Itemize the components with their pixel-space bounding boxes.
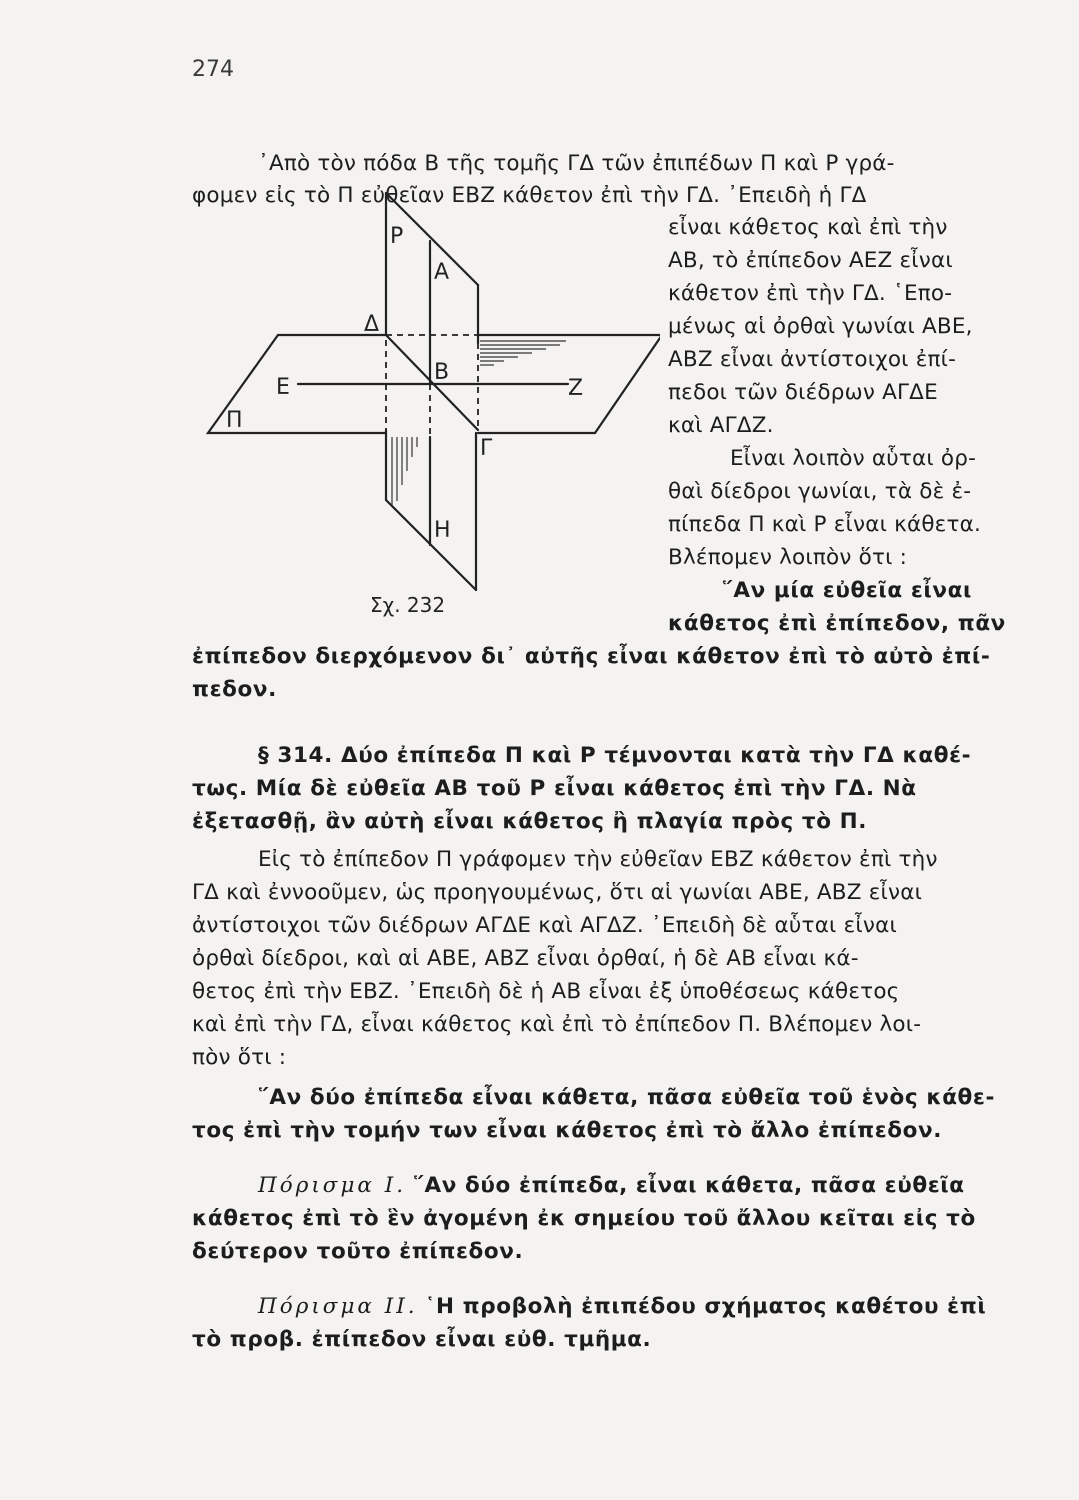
section-heading-line: § 314. Δύο ἐπίπεδα Π καὶ Ρ τέμνονται κατὰ τὴν ΓΔ καθέ-	[258, 743, 972, 768]
corollary-line: τὸ προβ. ἐπίπεδον εἶναι εὐθ. τμῆμα.	[192, 1327, 652, 1352]
theorem-line: ἐπίπεδον διερχόμενον δι᾿ αὐτῆς εἶναι κάθετον ἐπὶ τὸ αὐτὸ ἐπί-	[192, 644, 991, 669]
label-p: Ρ	[390, 224, 404, 249]
corollary-statement: ῾Η προβολὴ ἐπιπέδου σχήματος καθέτου ἐπὶ	[424, 1294, 987, 1319]
text-line: θαὶ δίεδροι γωνίαι, τὰ δὲ ἐ-	[668, 479, 972, 504]
corollary-statement: ῞Αν δύο ἐπίπεδα, εἶναι κάθετα, πᾶσα εὐθεῖα	[413, 1173, 965, 1198]
text-line: Εἶναι λοιπὸν αὗται ὀρ-	[730, 446, 977, 471]
theorem-line: κάθετος ἐπὶ ἐπίπεδον, πᾶν	[668, 611, 1006, 636]
theorem-line: πεδον.	[192, 677, 277, 702]
corollary-title: Πόρισμα Ι.	[258, 1173, 407, 1198]
text-line: καὶ ἐπὶ τὴν ΓΔ, εἶναι κάθετος καὶ ἐπὶ τὸ ἐπίπεδον Π. Βλέπομεν λοι-	[192, 1012, 922, 1037]
text-line: Εἰς τὸ ἐπίπεδον Π γράφομεν τὴν εὐθεῖαν ΕΒΖ κάθετον ἐπὶ τὴν	[258, 847, 938, 872]
text-line: πὸν ὅτι :	[192, 1045, 287, 1070]
text-line: Βλέπομεν λοιπὸν ὅτι :	[668, 545, 908, 570]
corollary-title: Πόρισμα ΙΙ.	[258, 1294, 418, 1319]
text-line: ΓΔ καὶ ἐννοοῦμεν, ὡς προηγουμένως, ὅτι αἱ γωνίαι ΑΒΕ, ΑΒΖ εἶναι	[192, 880, 923, 905]
section-heading-line: τως. Μία δὲ εὐθεῖα ΑΒ τοῦ Ρ εἶναι κάθετος ἐπὶ τὴν ΓΔ. Νὰ	[192, 776, 917, 801]
text-line: εἶναι κάθετος καὶ ἐπὶ τὴν	[668, 215, 948, 240]
text-line: πίπεδα Π καὶ Ρ εἶναι κάθετα.	[668, 512, 982, 537]
label-a: Α	[434, 260, 450, 285]
page-number: 274	[192, 57, 234, 82]
label-d: Δ	[364, 312, 380, 337]
theorem-line: ῞Αν δύο ἐπίπεδα εἶναι κάθετα, πᾶσα εὐθεῖα τοῦ ἑνὸς κάθε-	[258, 1085, 996, 1110]
text-line: θετος ἐπὶ τὴν ΕΒΖ. ᾿Επειδὴ δὲ ἡ ΑΒ εἶναι ἐξ ὑποθέσεως κάθετος	[192, 979, 900, 1004]
text-line: ΑΒ, τὸ ἐπίπεδον ΑΕΖ εἶναι	[668, 248, 953, 273]
text-line: ΑΒΖ εἶναι ἀντίστοιχοι ἐπί-	[668, 347, 957, 372]
label-z: Ζ	[568, 376, 584, 401]
corollary-line	[258, 1293, 986, 1321]
theorem-line: ῞Αν μία εὐθεῖα εἶναι	[722, 578, 972, 603]
corollary-line: δεύτερον τοῦτο ἐπίπεδον.	[192, 1239, 524, 1264]
label-h: Η	[434, 518, 451, 543]
label-e: Ε	[276, 375, 290, 400]
geometry-figure	[200, 185, 660, 625]
label-g: Γ	[480, 436, 493, 461]
label-pi: Π	[226, 408, 243, 433]
text-line: ἀντίστοιχοι τῶν διέδρων ΑΓΔΕ καὶ ΑΓΔΖ. ᾿Επειδὴ δὲ αὗται εἶναι	[192, 913, 897, 938]
label-b: Β	[434, 360, 450, 385]
text-line: καὶ ΑΓΔΖ.	[668, 413, 774, 438]
section-heading-line: ἐξετασθῇ, ἂν αὐτὴ εἶναι κάθετος ἢ πλαγία πρὸς τὸ Π.	[192, 809, 868, 834]
figure-caption: Σχ. 232	[370, 593, 446, 617]
corollary-line: κάθετος ἐπὶ τὸ ἓν ἀγομένη ἐκ σημείου τοῦ ἄλλου κεῖται εἰς τὸ	[192, 1206, 976, 1231]
text-line: φομεν εἰς τὸ Π εὐθεῖαν ΕΒΖ κάθετον ἐπὶ τὴν ΓΔ. ᾿Επειδὴ ἡ ΓΔ	[192, 183, 867, 208]
text-line: ᾿Απὸ τὸν πόδα Β τῆς τομῆς ΓΔ τῶν ἐπιπέδων Π καὶ Ρ γρά-	[258, 151, 895, 176]
line-dg	[386, 335, 478, 430]
corollary-line	[258, 1172, 965, 1200]
text-line: πεδοι τῶν διέδρων ΑΓΔΕ	[668, 380, 938, 405]
text-line: κάθετον ἐπὶ τὴν ΓΔ. ῾Επο-	[668, 281, 953, 306]
theorem-line: τος ἐπὶ τὴν τομήν των εἶναι κάθετος ἐπὶ τὸ ἄλλο ἐπίπεδον.	[192, 1118, 943, 1143]
text-line: ὀρθαὶ δίεδροι, καὶ αἱ ΑΒΕ, ΑΒΖ εἶναι ὀρθαί, ἡ δὲ ΑΒ εἶναι κά-	[192, 946, 859, 971]
plane-pi-edge	[595, 335, 660, 433]
text-line: μένως αἱ ὀρθαὶ γωνίαι ΑΒΕ,	[668, 314, 973, 339]
